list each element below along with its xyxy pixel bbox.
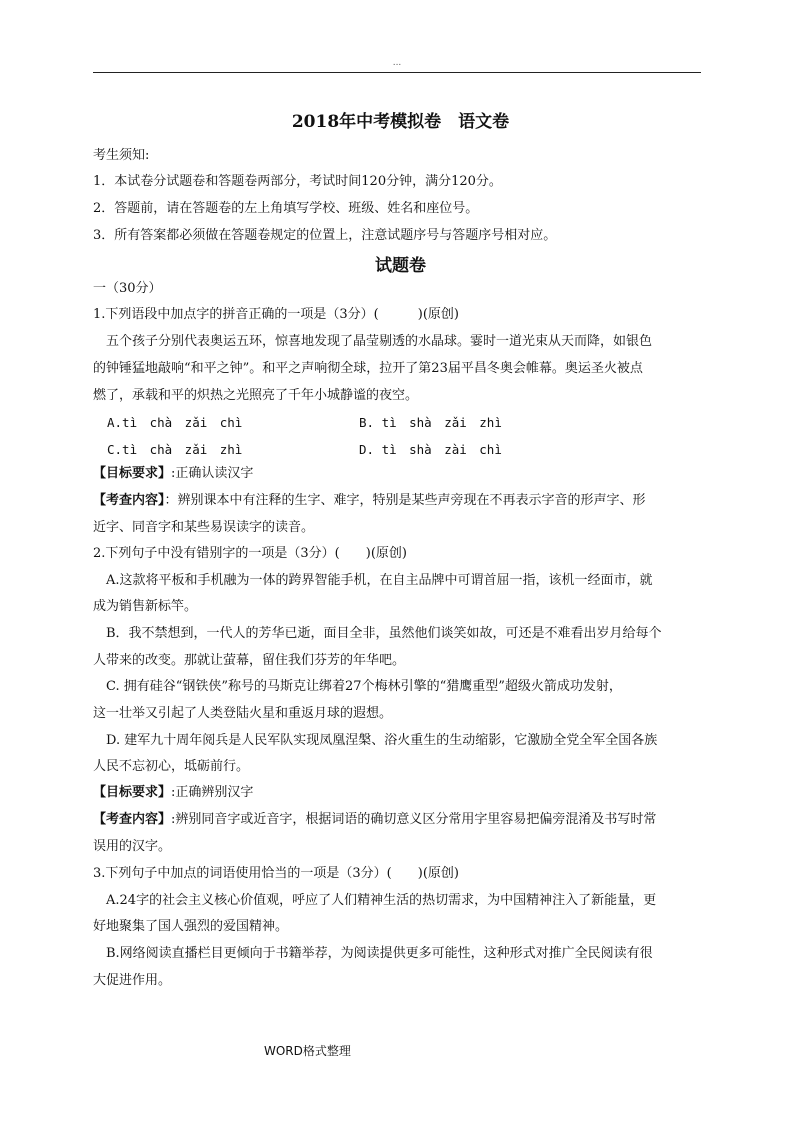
q1-option-c: C.tì chà zǎi zhì — [107, 442, 243, 457]
q1-stem: 1.下列语段中加点字的拼音正确的一项是（3分）( )(原创) — [93, 307, 459, 322]
q2-line: C. 拥有硅谷“钢铁侠”称号的马斯克让绑着27个梅林引擎的“猎鹰重型”超级火箭成功发射， — [93, 679, 622, 694]
q2-line: B．我不禁想到，一代人的芳华已逝，面目全非，虽然他们谈笑如故，可还是不难看出岁月给每个 — [93, 626, 662, 641]
content-label: 【考查内容】 — [93, 812, 172, 827]
q2-line: 这一壮举又引起了人类登陆火星和重返月球的遐想。 — [93, 706, 393, 721]
page-footer: WORD格式整理 — [264, 1044, 351, 1058]
content-label: 【考查内容】 — [93, 493, 165, 508]
q1-option-d: D. tì shà zài chì — [359, 442, 502, 457]
q2-line: D. 建军九十周年阅兵是人民军队实现凤凰涅槃、浴火重生的生动缩影，它激励全党全军全国各族 — [93, 733, 658, 748]
part-heading: 一（30分） — [93, 281, 162, 296]
q2-goal — [93, 784, 253, 802]
document-title: 2018年中考模拟卷 语文卷 — [291, 112, 510, 132]
q3-line: 好地聚集了国人强烈的爱国精神。 — [93, 919, 289, 934]
q2-content — [93, 811, 656, 829]
section-title: 试题卷 — [375, 256, 426, 276]
q2-stem: 2.下列句子中没有错别字的一项是（3分）( )(原创) — [93, 546, 407, 561]
q2-line: 人民不忘初心，坻砺前行。 — [93, 759, 250, 774]
content-text: :辨别同音字或近音字，根据词语的确切意义区分常用字里容易把偏旁混淆及书写时常 — [171, 812, 657, 827]
header-rule — [93, 72, 701, 73]
q1-option-b: B. tì shà zǎi zhì — [359, 415, 502, 430]
notice-heading: 考生须知: — [93, 148, 150, 163]
q1-passage-line: 燃了，承载和平的炽热之光照亮了千年小城静谧的夜空。 — [93, 388, 419, 403]
q1-content — [93, 492, 646, 510]
q3-line: 大促进作用。 — [93, 973, 172, 988]
q3-line: A.24字的社会主义核心价值观，呼应了人们精神生活的热切需求，为中国精神注入了新能量，更 — [93, 893, 657, 908]
q2-line: 人带来的改变。那就让萤幕，留住我们芬芳的年华吧。 — [93, 653, 406, 668]
notice-item: 1．本试卷分试题卷和答题卷两部分，考试时间120分钟，满分120分。 — [93, 174, 502, 189]
header-dots: ... — [392, 58, 402, 68]
q1-content-cont: 近字、同音字和某些易误读字的读音。 — [93, 520, 315, 535]
goal-label: 【目标要求】 — [93, 466, 172, 481]
q1-passage-line: 五个孩子分别代表奥运五环，惊喜地发现了晶莹剔透的水晶球。霎时一道光束从天而降，如银色 — [93, 334, 653, 349]
q2-line: 成为销售新标竿。 — [93, 599, 198, 614]
q3-line: B.网络阅读直播栏目更倾向于书籍举荐，为阅读提供更多可能性，这种形式对推广全民阅读有很 — [93, 946, 653, 961]
q1-option-a: A.tì chà zǎi chì — [107, 415, 243, 430]
goal-text: :正确辨别汉字 — [171, 785, 254, 800]
notice-item: 2．答题前，请在答题卷的左上角填写学校、班级、姓名和座位号。 — [93, 201, 479, 216]
q1-goal — [93, 465, 253, 483]
content-text: ：辨别课本中有注释的生字、难字，特别是某些声旁现在不再表示字音的形声字、形 — [164, 493, 646, 508]
q2-line: A.这款将平板和手机融为一体的跨界智能手机，在自主品牌中可谓首屈一指，该机一经面市，就 — [93, 573, 653, 588]
notice-item: 3．所有答案都必须做在答题卷规定的位置上，注意试题序号与答题序号相对应。 — [93, 228, 557, 243]
q1-passage-line: 的钟锤猛地敲响“和平之钟”。和平之声响彻全球，拉开了第23届平昌冬奥会帷幕。奥运圣火被点 — [93, 361, 643, 376]
goal-text: :正确认读汉字 — [171, 466, 254, 481]
q3-stem: 3.下列句子中加点的词语使用恰当的一项是（3分）( )(原创) — [93, 866, 459, 881]
q2-content-cont: 误用的汉字。 — [93, 839, 172, 854]
goal-label: 【目标要求】 — [93, 785, 172, 800]
